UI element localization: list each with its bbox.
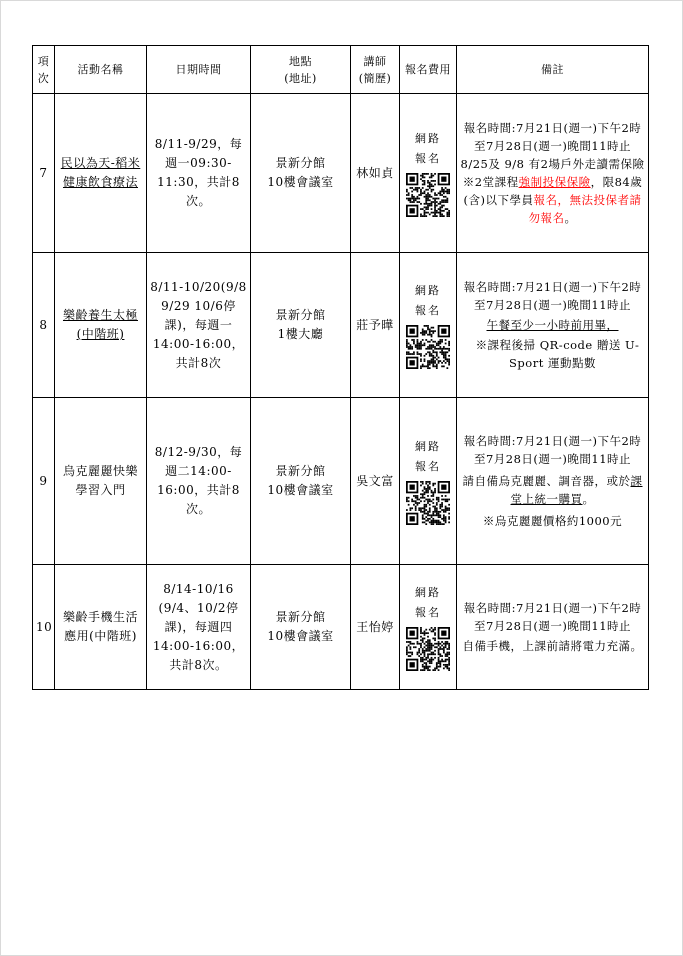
registration-cell[interactable]: [400, 253, 457, 398]
activity-name-text: 樂齡養生太極(中階班): [62, 308, 138, 341]
activity-teacher: 王怡婷: [351, 565, 400, 690]
activity-location: 景新分館 1樓大廳: [251, 253, 351, 398]
table-row: [33, 253, 649, 398]
registration-cell[interactable]: [400, 94, 457, 253]
registration-label: 網路 報名: [415, 440, 441, 473]
registration-label: 網路 報名: [415, 284, 441, 317]
note-price: ※烏克麗麗價格約1000元: [482, 514, 623, 528]
header-note: 備註: [457, 46, 649, 94]
activity-datetime: 8/11-10/20(9/8 9/29 10/6停課)，每週一14:00-16:00，共計8次: [147, 253, 251, 398]
table-row: [33, 565, 649, 690]
note-warning: ※2堂課程強制投保保險，限84歲(含)以下學員報名，無法投保者請勿報名。: [462, 175, 643, 225]
note-registration-time: 報名時間:7月21日(週一)下午2時至7月28日(週一)晚間11時止: [463, 280, 642, 312]
activity-location: 景新分館 10樓會議室: [251, 565, 351, 690]
note-registration-time: 報名時間:7月21日(週一)下午2時至7月28日(週一)晚間11時止: [463, 434, 642, 466]
row-no: 7: [33, 94, 55, 253]
header-datetime: 日期時間: [147, 46, 251, 94]
table-row: [33, 94, 649, 253]
note-insurance: 8/25及 9/8 有2場戶外走讀需保險: [460, 157, 645, 171]
note-ukulele: 請自備烏克麗麗、調音器，或於課堂上統一購買。: [462, 474, 643, 506]
header-teacher: 講師 (簡歷): [351, 46, 400, 94]
registration-qr-code[interactable]: [406, 173, 450, 217]
header-location: 地點 (地址): [251, 46, 351, 94]
table-row: [33, 398, 649, 565]
note-registration-time: 報名時間:7月21日(週一)下午2時至7月28日(週一)晚間11時止: [463, 121, 642, 153]
activity-location: 景新分館 10樓會議室: [251, 94, 351, 253]
activity-teacher: 林如貞: [351, 94, 400, 253]
row-no: 8: [33, 253, 55, 398]
registration-label: 網路 報名: [415, 132, 441, 165]
activity-name-text: 民以為天-稻米健康飲食療法: [60, 156, 141, 189]
activity-note: [457, 565, 649, 690]
activity-teacher: 吳文富: [351, 398, 400, 565]
registration-qr-code[interactable]: [406, 481, 450, 525]
activity-note: [457, 253, 649, 398]
registration-label: 網路 報名: [415, 586, 441, 619]
row-no: 9: [33, 398, 55, 565]
note-phone: 自備手機，上課前請將電力充滿。: [462, 639, 643, 653]
registration-cell[interactable]: [400, 565, 457, 690]
registration-qr-code[interactable]: [406, 325, 450, 369]
activity-datetime: 8/14-10/16 (9/4、10/2停課)，每週四14:00-16:00，共計8次。: [147, 565, 251, 690]
header-name: 活動名稱: [55, 46, 147, 94]
header-row: [33, 46, 649, 94]
activity-name-text: 烏克麗麗快樂學習入門: [62, 464, 138, 497]
row-no: 10: [33, 565, 55, 690]
header-no: 項次: [33, 46, 55, 94]
activity-datetime: 8/12-9/30，每週二14:00-16:00，共計8次。: [147, 398, 251, 565]
activity-name: [55, 253, 147, 398]
activity-name: [55, 565, 147, 690]
header-fee: 報名費用: [400, 46, 457, 94]
activity-name: [55, 398, 147, 565]
activity-note: [457, 94, 649, 253]
activity-schedule-table: [32, 45, 649, 690]
note-lunch: 午餐至少一小時前用畢，: [486, 318, 619, 332]
registration-cell[interactable]: [400, 398, 457, 565]
activity-name: [55, 94, 147, 253]
activity-datetime: 8/11-9/29，每週一09:30-11:30，共計8次。: [147, 94, 251, 253]
activity-teacher: 莊予曄: [351, 253, 400, 398]
activity-location: 景新分館 10樓會議室: [251, 398, 351, 565]
note-registration-time: 報名時間:7月21日(週一)下午2時至7月28日(週一)晚間11時止: [463, 601, 642, 633]
activity-note: [457, 398, 649, 565]
registration-qr-code[interactable]: [406, 627, 450, 671]
activity-name-text: 樂齡手機生活應用(中階班): [62, 610, 138, 643]
note-usport: ※課程後掃 QR-code 贈送 U-Sport 運動點數: [475, 338, 640, 370]
